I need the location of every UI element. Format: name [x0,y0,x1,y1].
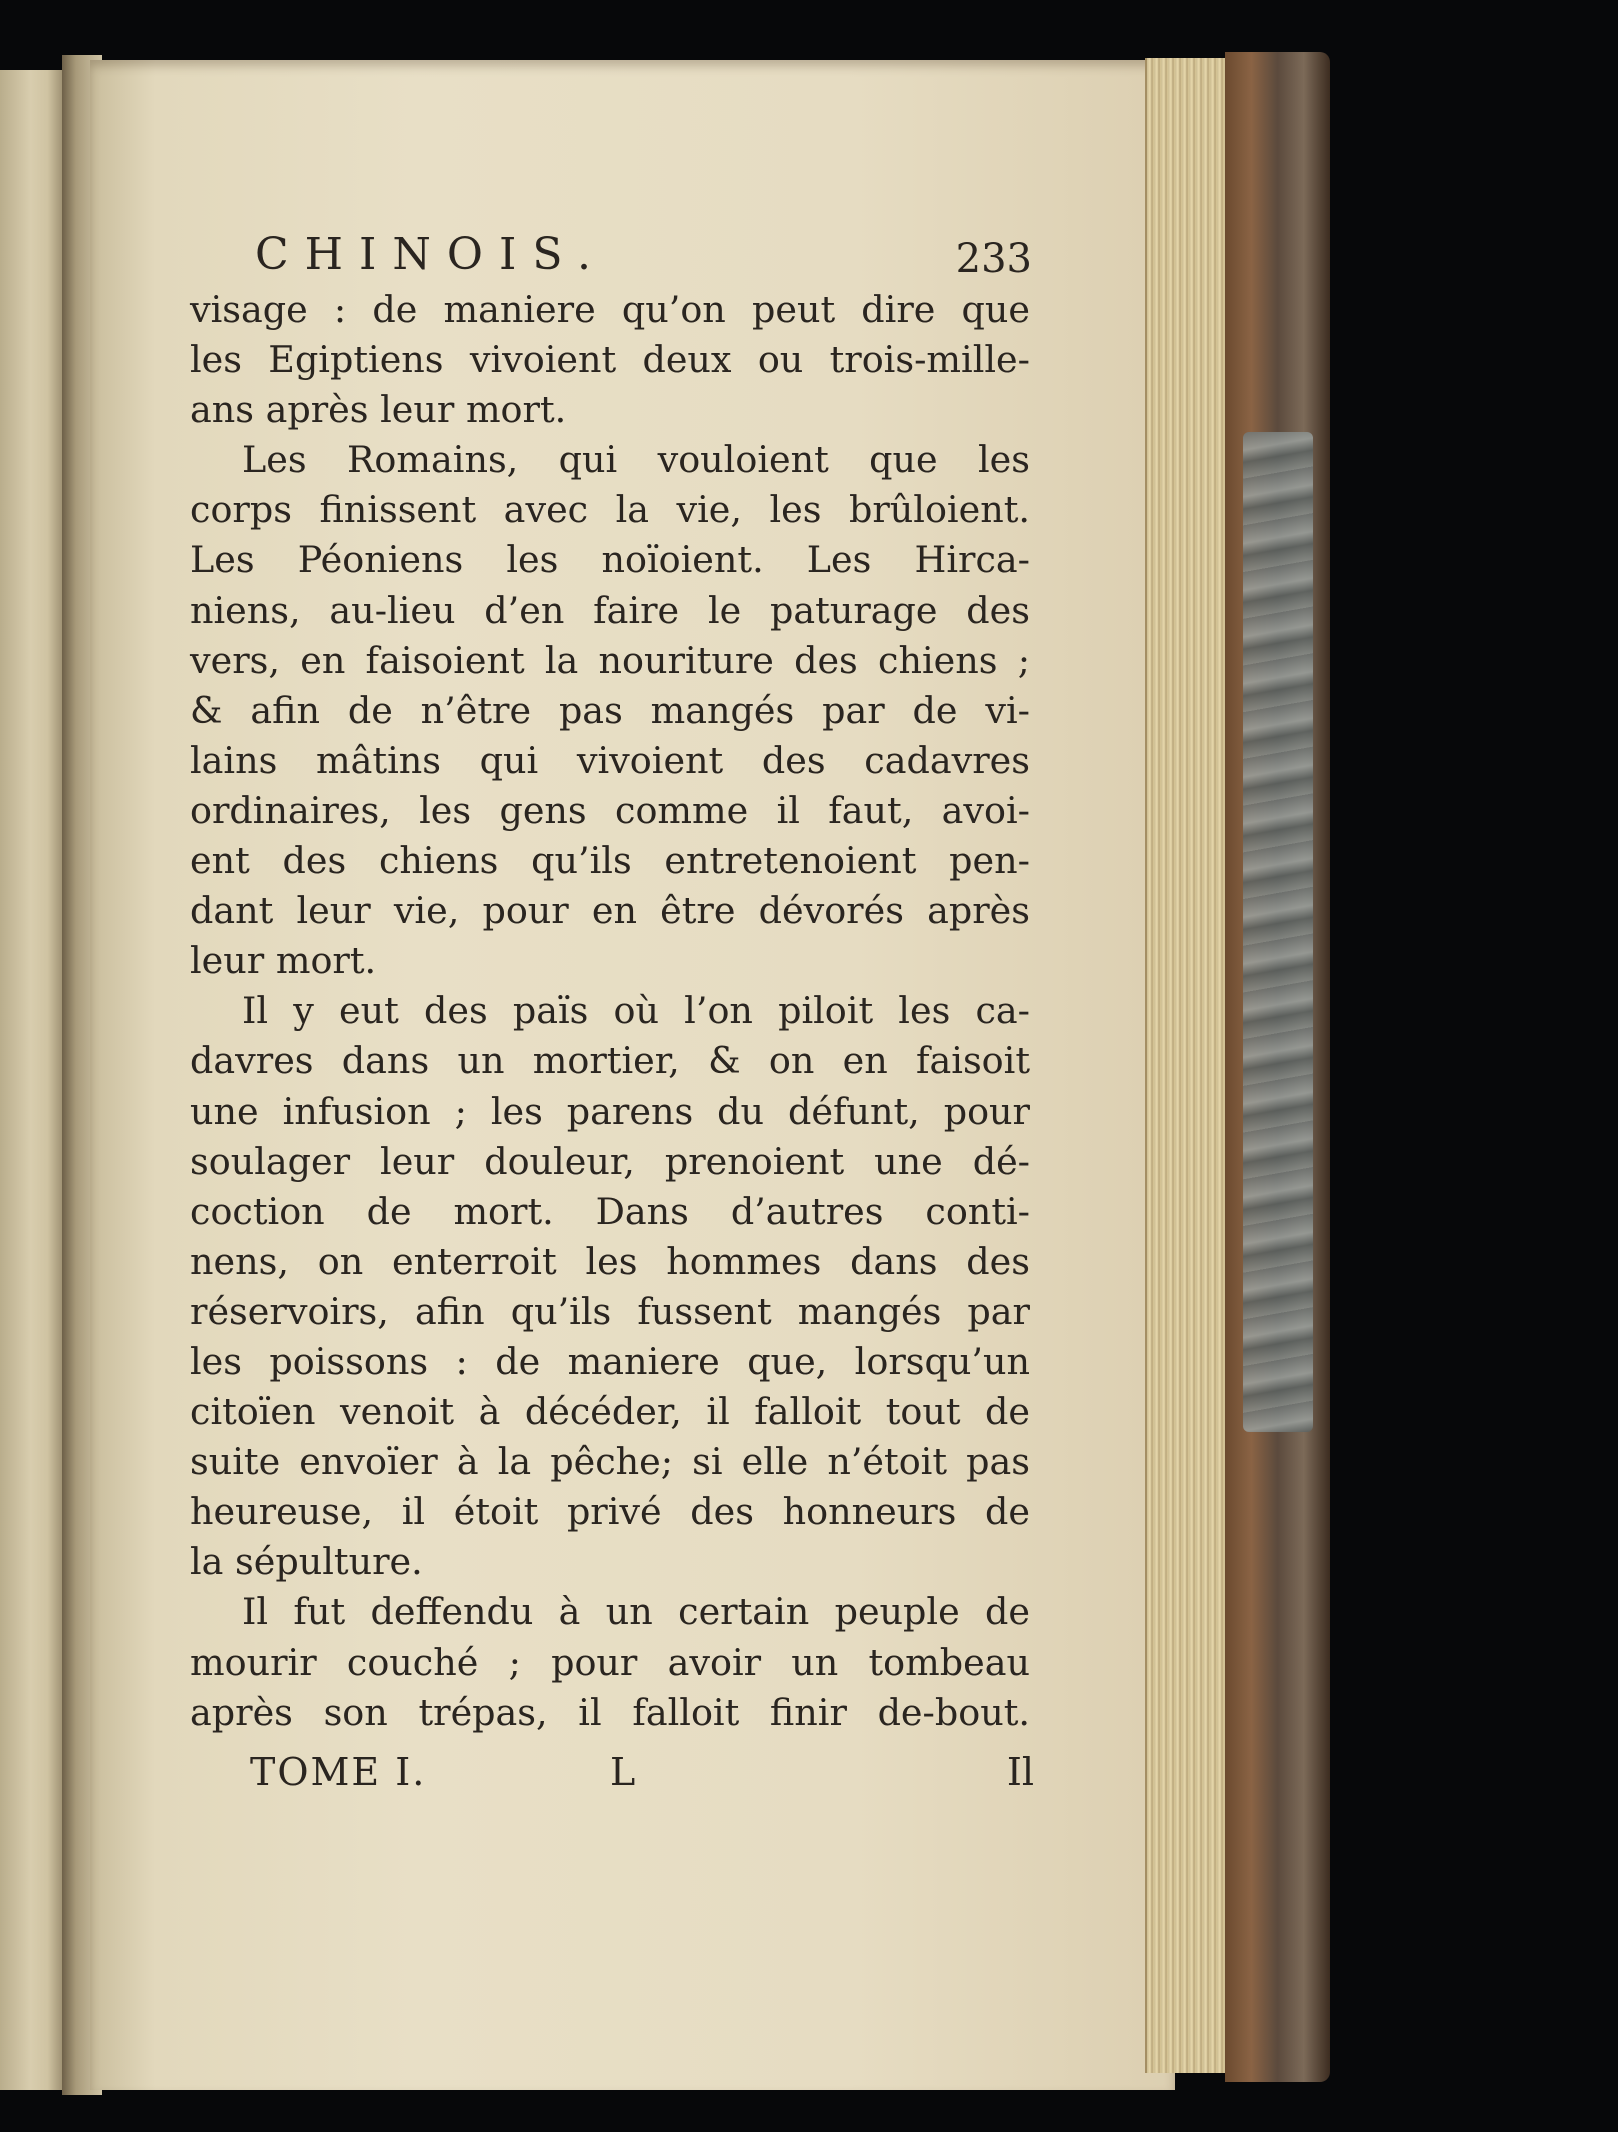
text-line: une infusion ; les parens du défunt, pour [190,1089,1030,1133]
text-line: Il fut deffendu à un certain peuple de [242,1590,1030,1634]
text-line: ans après leur mort. [190,388,567,432]
text-line: réservoirs, afin qu’ils fussent mangés par [190,1289,1030,1333]
running-head: CHINOIS. [255,229,607,280]
page-text [190,225,1034,1800]
page-number: 233 [955,236,1032,282]
text-line: suite envoïer à la pêche; si elle n’étoit pas [190,1440,1030,1484]
book-cover-edge [1225,52,1330,2082]
text-line: ordinaires, les gens comme il faut, avoi- [190,788,1030,832]
text-line: nens, on enterroit les hommes dans des [190,1239,1030,1283]
text-line: soulager leur douleur, prenoient une dé- [190,1139,1030,1183]
text-line: lains mâtins qui vivoient des cadavres [190,738,1030,782]
text-line: après son trépas, il falloit finir de-bout. [190,1690,1030,1734]
text-line: & afin de n’être pas mangés par de vi- [190,688,1030,732]
text-line: leur mort. [190,939,377,983]
text-line: vers, en faisoient la nouriture des chiens ; [190,638,1030,682]
signature-mark: L [610,1749,636,1794]
catchword: Il [1006,1749,1034,1794]
text-line: visage : de maniere qu’on peut dire que [190,288,1030,331]
facing-page-edge [0,70,68,2090]
text-line: les poissons : de maniere que, lorsqu’un [190,1339,1030,1383]
page-block-edge [1145,58,1237,2073]
text-line: Les Romains, qui vouloient que les [242,438,1030,482]
page-header [190,225,1030,285]
text-line: Il y eut des païs où l’on piloit les ca- [242,989,1030,1033]
volume-label: TOME I. [250,1749,427,1794]
text-line: niens, au-lieu d’en faire le paturage des [190,588,1030,632]
text-line: Les Péoniens les noïoient. Les Hirca- [190,538,1030,582]
text-line: les Egiptiens vivoient deux ou trois-mille- [190,338,1030,382]
text-line: heureuse, il étoit privé des honneurs de [190,1490,1030,1534]
text-line: la sépulture. [190,1540,423,1584]
text-line: davres dans un mortier, & on en faisoit [190,1039,1030,1083]
text-line: corps finissent avec la vie, les brûloient. [190,488,1030,532]
text-line: ent des chiens qu’ils entretenoient pen- [190,839,1030,883]
page-footer [190,1744,1034,1800]
text-line: dant leur vie, pour en être dévorés après [190,889,1030,933]
text-line: mourir couché ; pour avoir un tombeau [190,1640,1030,1684]
body-text [190,285,1030,1738]
text-line: coction de mort. Dans d’autres conti- [190,1189,1030,1233]
text-line: citoïen venoit à décéder, il falloit tout de [190,1390,1030,1434]
